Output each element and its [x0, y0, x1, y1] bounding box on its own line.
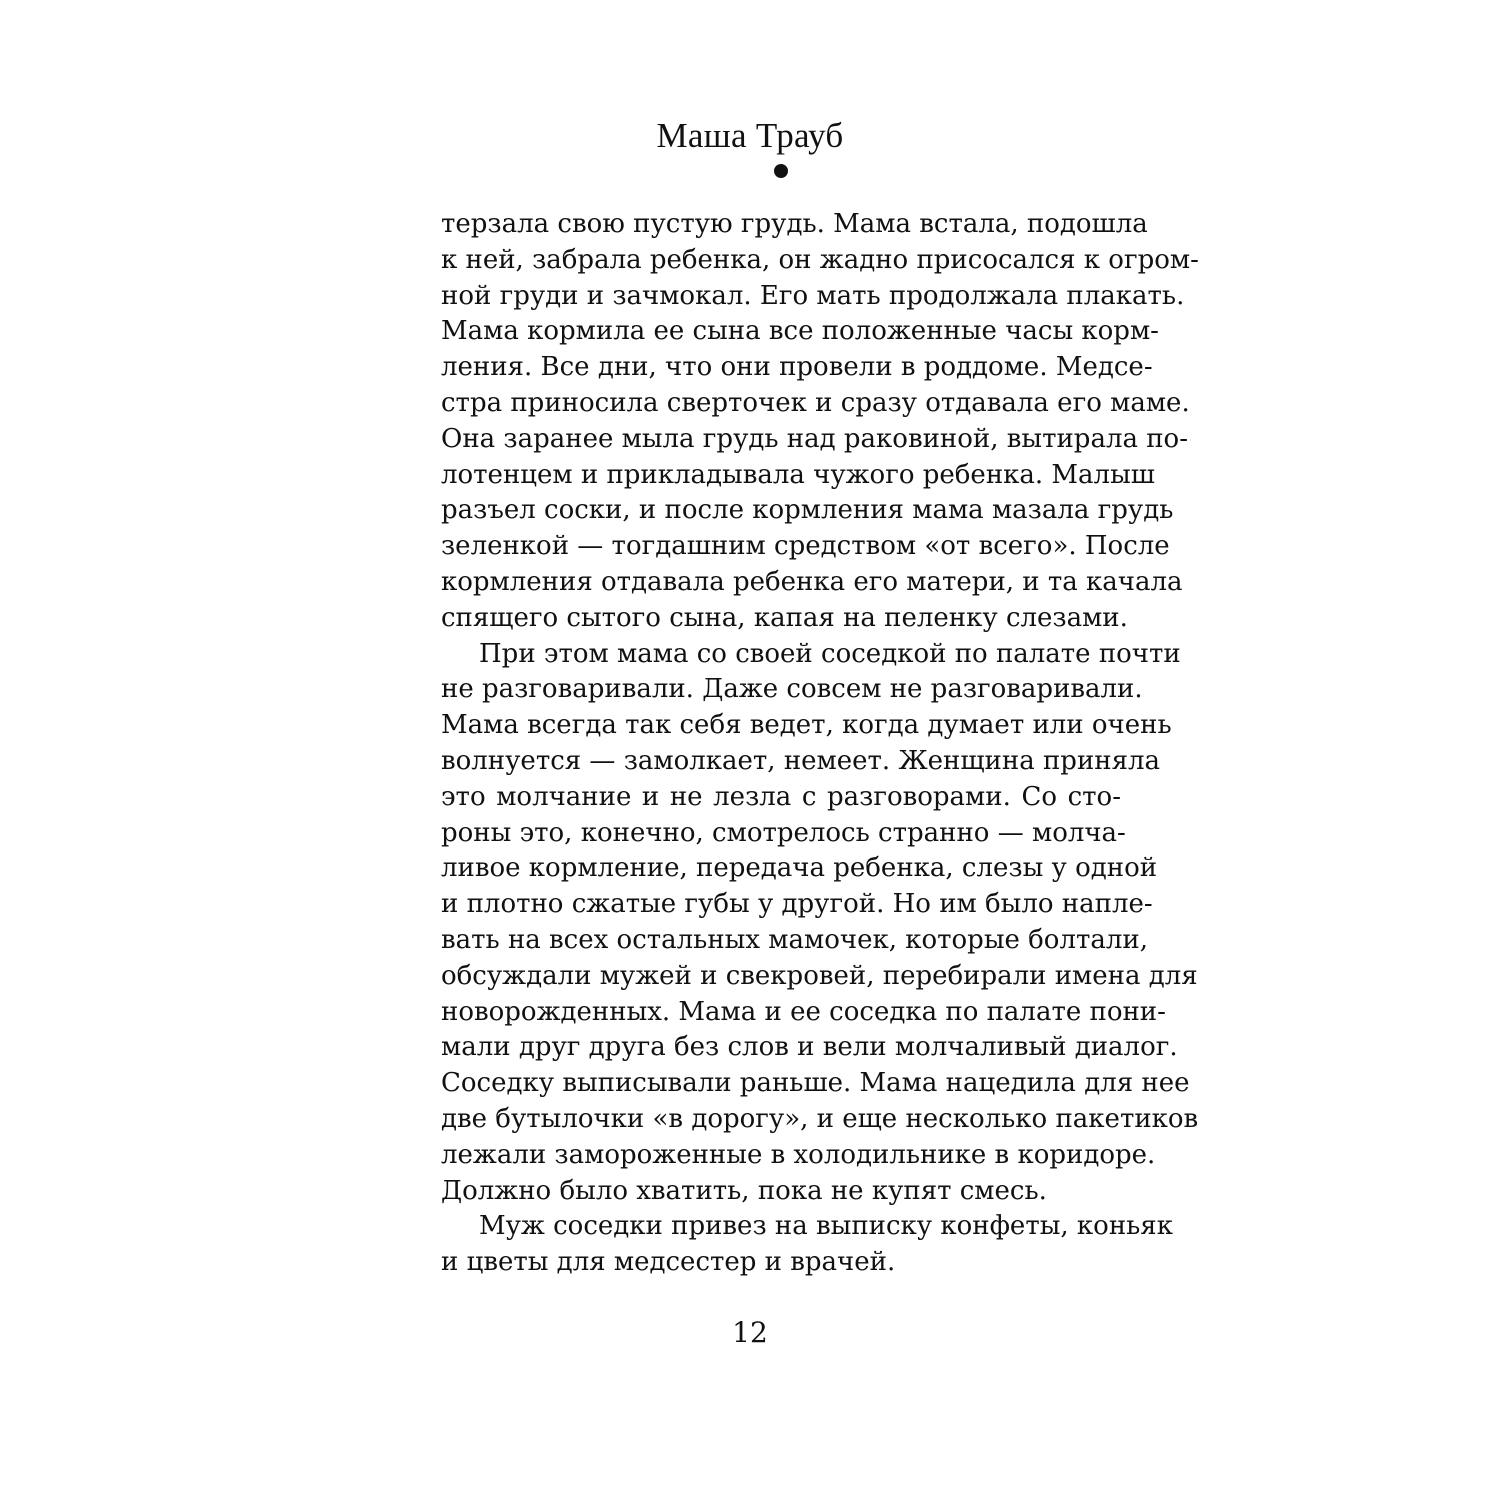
text-line: При этом мама со своей соседкой по палате почти: [479, 638, 1181, 669]
text-line: Муж соседки привез на выписку конфеты, коньяк: [479, 1211, 1173, 1242]
running-head-author: Маша Трауб: [656, 116, 844, 155]
text-line: зеленкой — тогдашним средством «от всего». После: [441, 531, 1170, 562]
text-line: ливое кормление, передача ребенка, слезы у одной: [441, 853, 1158, 884]
text-line: это молчание и не лезла с разговорами. Со сто-: [441, 781, 1121, 812]
text-line: Соседку выписывали раньше. Мама нацедила для нее: [441, 1068, 1190, 1099]
text-line: Должно было хватить, пока не купят смесь.: [441, 1175, 1047, 1206]
text-line: вать на всех остальных мамочек, которые болтали,: [441, 924, 1148, 955]
text-line: разъел соски, и после кормления мама мазала грудь: [441, 495, 1174, 526]
text-line: и цветы для медсестер и врачей.: [441, 1247, 896, 1278]
text-line: ления. Все дни, что они провели в роддоме. Медсе-: [441, 352, 1153, 383]
text-line: роны это, конечно, смотрелось странно — молча-: [441, 817, 1126, 848]
text-line: Мама всегда так себя ведет, когда думает или очень: [441, 710, 1172, 741]
text-line: обсуждали мужей и свекровей, перебирали имена для: [441, 960, 1198, 991]
text-line: к ней, забрала ребенка, он жадно присосался к огром-: [441, 244, 1199, 275]
text-line: лотенцем и прикладывала чужого ребенка. Малыш: [441, 459, 1155, 490]
text-line: спящего сытого сына, капая на пеленку слезами.: [441, 602, 1128, 633]
text-line: ной груди и зачмокал. Его мать продолжала плакать.: [441, 280, 1185, 311]
text-line: не разговаривали. Даже совсем не разговаривали.: [441, 674, 1143, 705]
running-head-bullet: [774, 164, 788, 178]
text-line: и плотно сжатые губы у другой. Но им было напле-: [441, 889, 1153, 920]
text-line: лежали замороженные в холодильнике в коридоре.: [441, 1139, 1156, 1170]
text-line: кормления отдавала ребенка его матери, и та качала: [441, 566, 1183, 597]
body-text: [441, 207, 1199, 1281]
text-line: терзала свою пустую грудь. Мама встала, подошла: [441, 209, 1148, 239]
text-line: мали друг друга без слов и вели молчаливый диалог.: [441, 1032, 1178, 1063]
text-line: Она заранее мыла грудь над раковиной, вытирала по-: [441, 423, 1188, 454]
text-line: стра приносила сверточек и сразу отдавала его маме.: [441, 387, 1190, 418]
text-line: волнуется — замолкает, немеет. Женщина приняла: [441, 745, 1161, 776]
text-line: Мама кормила ее сына все положенные часы корм-: [441, 316, 1159, 347]
text-line: две бутылочки «в дорогу», и еще несколько пакетиков: [441, 1103, 1199, 1134]
page-number: 12: [732, 1316, 768, 1349]
text-line: новорожденных. Мама и ее соседка по палате пони-: [441, 996, 1166, 1027]
